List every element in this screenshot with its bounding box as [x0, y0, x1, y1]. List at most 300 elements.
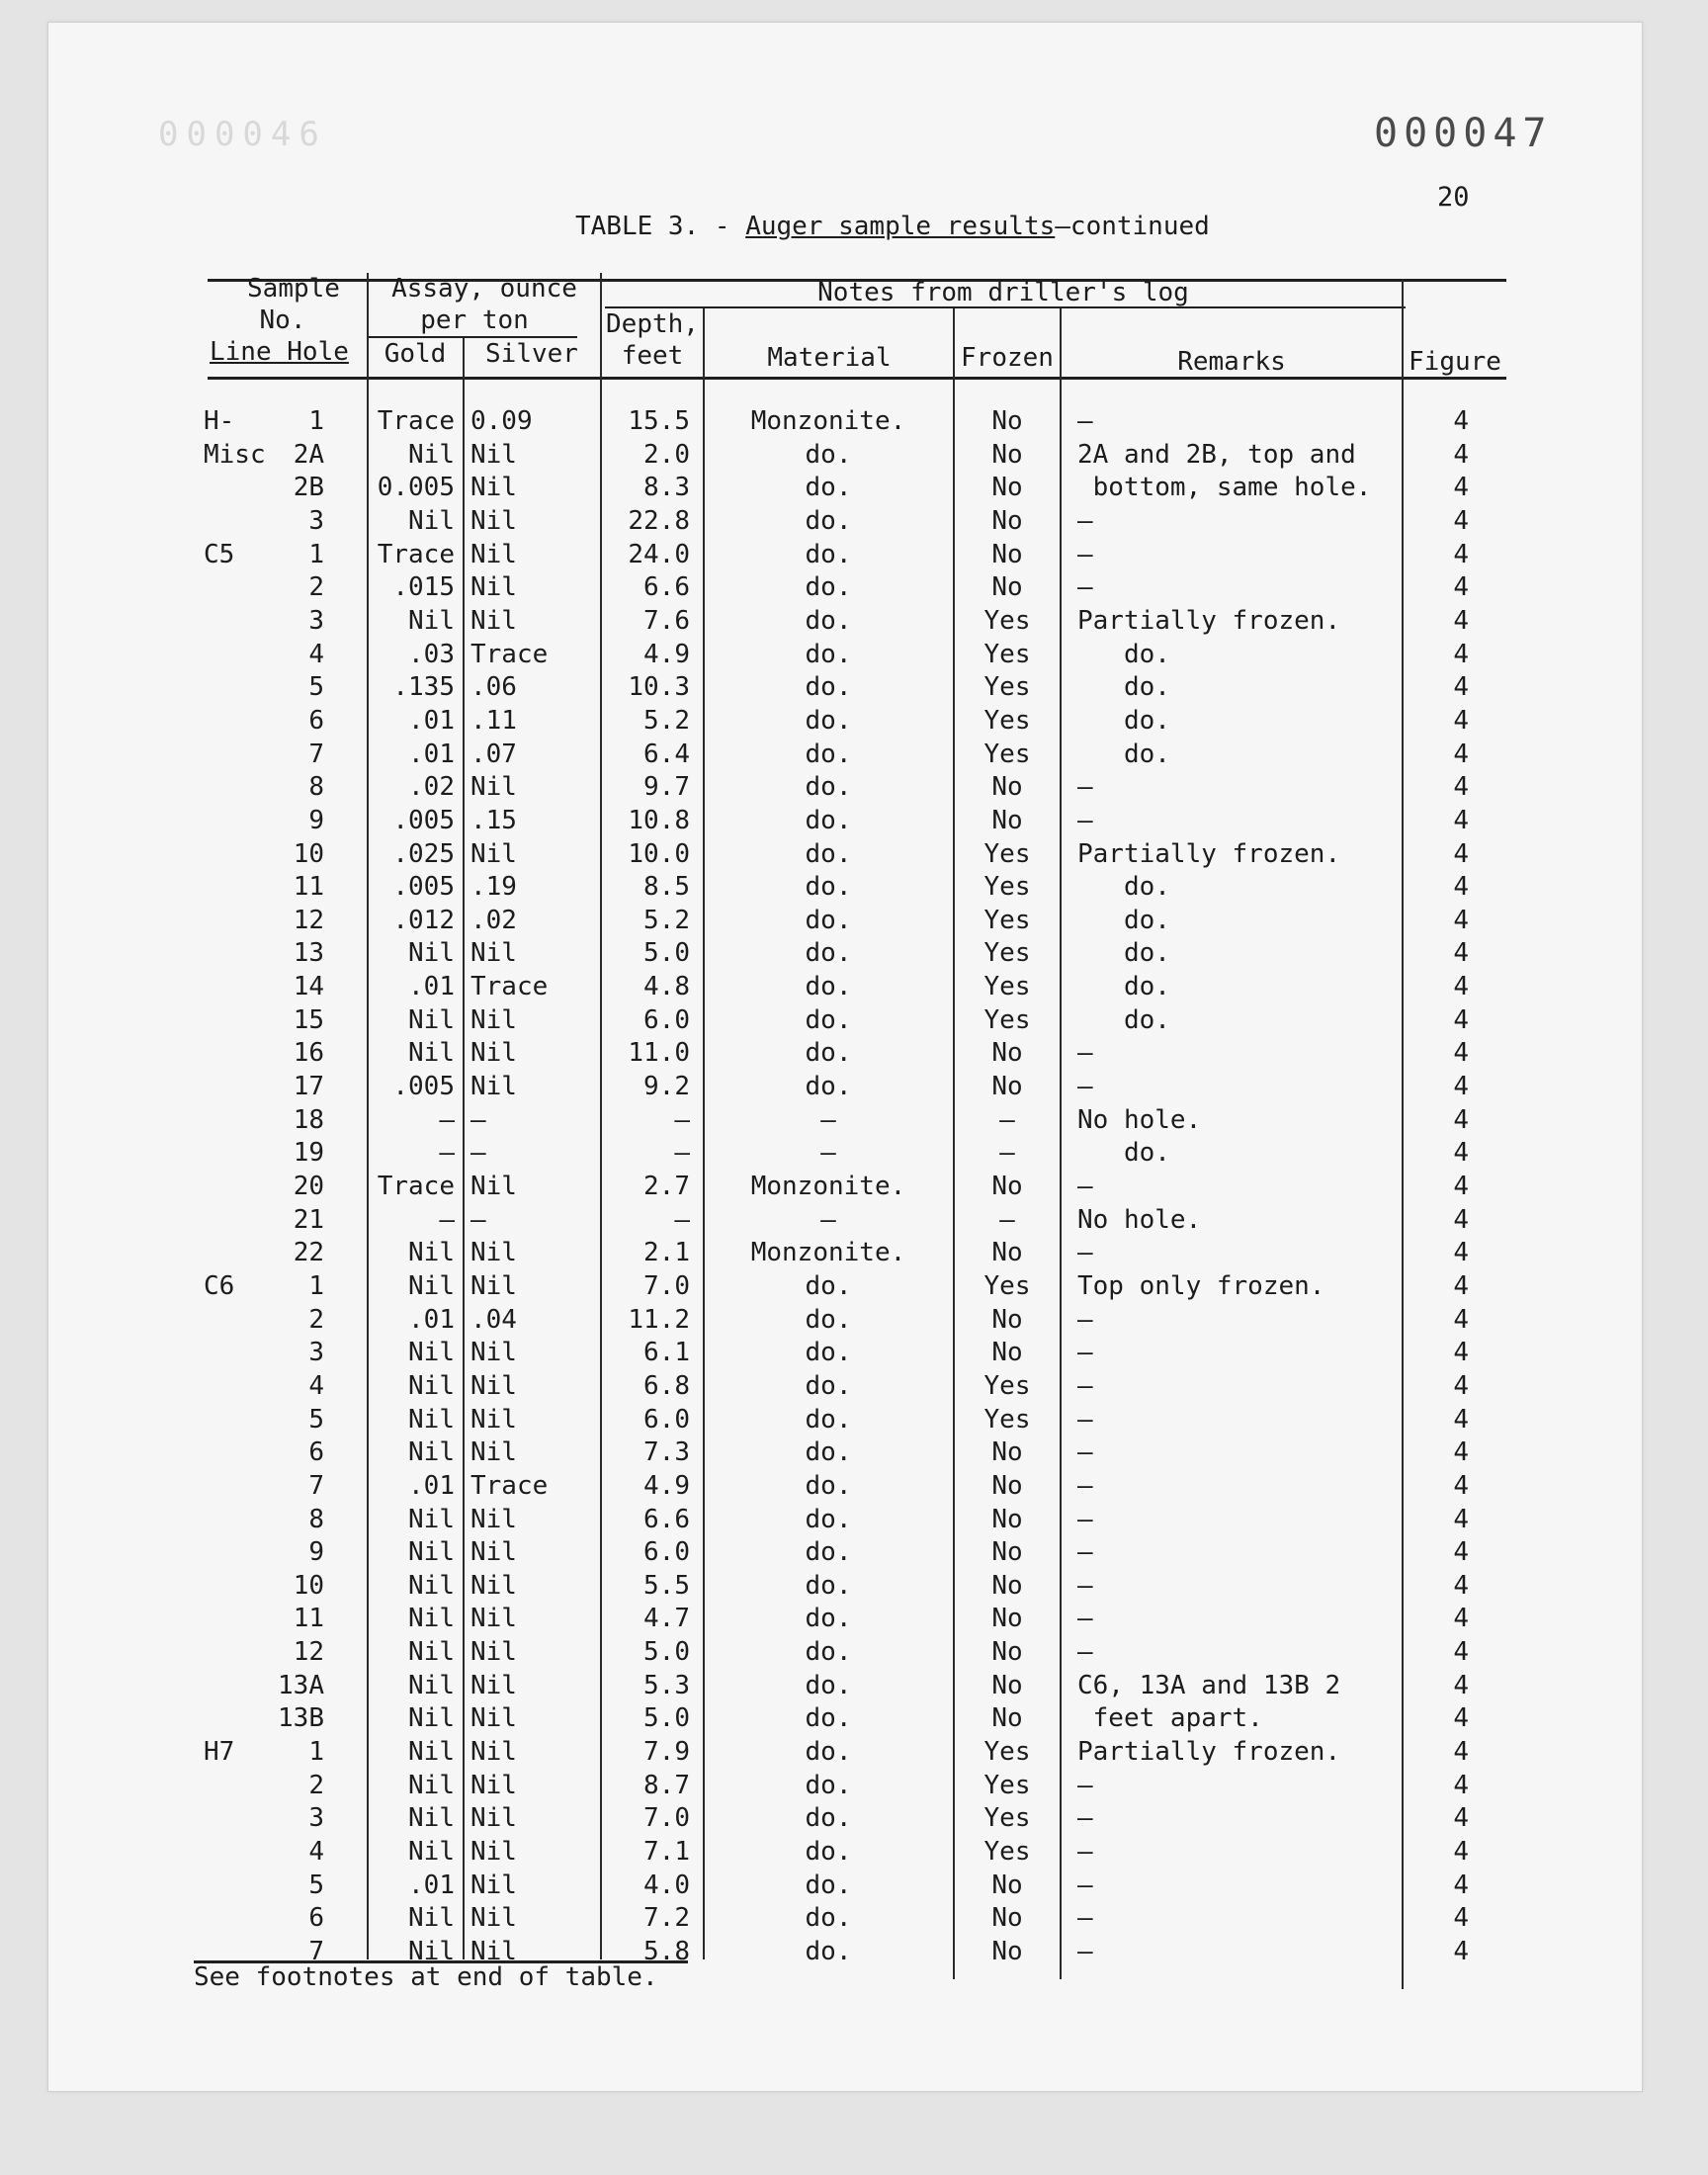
cell-gold: .012: [392, 905, 455, 935]
cell-frozen: No: [991, 1604, 1023, 1634]
cell-hole: 4: [308, 1837, 324, 1867]
cell-remarks: –: [1077, 1370, 1093, 1401]
cell-material: do.: [805, 1570, 852, 1601]
footnote: See footnotes at end of table.: [194, 1962, 658, 1992]
cell-silver: Nil: [470, 539, 517, 569]
cell-gold: Nil: [408, 1370, 455, 1401]
cell-hole: 16: [293, 1038, 324, 1069]
cell-material: do.: [805, 639, 852, 669]
cell-material: do.: [805, 1803, 852, 1834]
cell-silver: Nil: [470, 1670, 517, 1700]
cell-material: do.: [805, 605, 852, 636]
cell-gold: .005: [392, 872, 455, 903]
header-sample: Sample: [247, 274, 340, 304]
cell-remarks: Partially frozen.: [1077, 605, 1341, 636]
cell-remarks: do.: [1077, 872, 1170, 903]
cell-silver: –: [470, 1138, 486, 1169]
cell-gold: –: [439, 1204, 455, 1235]
cell-material: do.: [805, 1870, 852, 1900]
cell-hole: 3: [308, 1338, 324, 1368]
divider-after-assay: [600, 273, 602, 1959]
cell-figure: 4: [1453, 1072, 1469, 1101]
cell-frozen: Yes: [983, 972, 1031, 1001]
cell-figure: 4: [1453, 439, 1469, 470]
cell-frozen: Yes: [983, 905, 1031, 935]
cell-remarks: Top only frozen.: [1077, 1270, 1325, 1301]
cell-depth: 4.9: [643, 1470, 690, 1501]
cell-material: do.: [805, 1537, 852, 1568]
cell-remarks: do.: [1077, 1138, 1170, 1169]
cell-figure: 4: [1453, 406, 1469, 436]
cell-remarks: Partially frozen.: [1077, 838, 1341, 869]
cell-frozen: No: [991, 1338, 1023, 1368]
cell-gold: .135: [392, 672, 455, 703]
cell-figure: 4: [1453, 1470, 1469, 1501]
cell-gold: Nil: [408, 439, 455, 470]
cell-depth: 9.2: [643, 1072, 690, 1101]
cell-hole: 10: [293, 1570, 324, 1601]
cell-depth: 4.8: [643, 972, 690, 1001]
cell-gold: .005: [392, 1072, 455, 1101]
cell-silver: .04: [470, 1304, 517, 1335]
cell-remarks: No hole.: [1077, 1204, 1202, 1235]
header-per-ton: per ton: [420, 305, 529, 335]
cell-frozen: Yes: [983, 605, 1031, 636]
cell-depth: 10.3: [628, 672, 690, 703]
cell-remarks: No hole.: [1077, 1104, 1202, 1135]
cell-line: H7: [204, 1737, 235, 1767]
cell-depth: 6.0: [643, 1004, 690, 1035]
cell-gold: Nil: [408, 605, 455, 636]
header-gold: Gold: [384, 339, 447, 369]
cell-material: do.: [805, 1737, 852, 1767]
title-underlined: Auger sample results: [745, 212, 1056, 241]
cell-remarks: –: [1077, 1470, 1093, 1501]
cell-depth: –: [674, 1138, 690, 1169]
cell-gold: .02: [408, 772, 455, 803]
cell-frozen: No: [991, 505, 1023, 536]
cell-figure: 4: [1453, 1204, 1469, 1235]
cell-hole: 4: [308, 1370, 324, 1401]
cell-material: do.: [805, 439, 852, 470]
cell-frozen: –: [999, 1204, 1015, 1235]
cell-depth: 5.0: [643, 938, 690, 969]
faint-bleed-through-number: 000046: [158, 115, 327, 154]
cell-frozen: Yes: [983, 938, 1031, 969]
cell-silver: Trace: [470, 1470, 549, 1501]
cell-silver: Nil: [470, 1637, 517, 1667]
cell-figure: 4: [1453, 1437, 1469, 1468]
cell-remarks: –: [1077, 1437, 1093, 1468]
cell-figure: 4: [1453, 473, 1469, 503]
cell-hole: 19: [293, 1138, 324, 1169]
cell-figure: 4: [1453, 1936, 1469, 1966]
cell-silver: Nil: [470, 1171, 517, 1201]
cell-silver: Trace: [470, 639, 549, 669]
cell-silver: Nil: [470, 505, 517, 536]
cell-frozen: No: [991, 1903, 1023, 1934]
cell-silver: Nil: [470, 1537, 517, 1568]
cell-silver: .02: [470, 905, 517, 935]
divider-after-depth: [703, 308, 705, 1959]
cell-depth: 5.2: [643, 705, 690, 736]
header-no: No.: [259, 305, 306, 335]
cell-depth: 2.0: [643, 439, 690, 470]
cell-remarks: –: [1077, 805, 1093, 835]
cell-hole: 8: [308, 772, 324, 803]
cell-gold: .01: [408, 972, 455, 1001]
cell-depth: –: [674, 1204, 690, 1235]
cell-figure: 4: [1453, 739, 1469, 769]
cell-frozen: No: [991, 406, 1023, 436]
cell-silver: Nil: [470, 1936, 517, 1966]
cell-depth: 11.0: [628, 1038, 690, 1069]
cell-frozen: Yes: [983, 1404, 1031, 1435]
cell-figure: 4: [1453, 872, 1469, 903]
cell-silver: .19: [470, 872, 517, 903]
cell-figure: 4: [1453, 1404, 1469, 1435]
cell-figure: 4: [1453, 1570, 1469, 1601]
cell-depth: 7.6: [643, 605, 690, 636]
cell-material: do.: [805, 905, 852, 935]
cell-hole: 5: [308, 1870, 324, 1900]
cell-depth: 4.7: [643, 1604, 690, 1634]
cell-gold: Nil: [408, 1238, 455, 1268]
cell-frozen: No: [991, 1936, 1023, 1966]
cell-depth: 6.0: [643, 1537, 690, 1568]
cell-depth: 5.8: [643, 1936, 690, 1966]
cell-frozen: Yes: [983, 1004, 1031, 1035]
cell-frozen: No: [991, 572, 1023, 603]
cell-depth: 11.2: [628, 1304, 690, 1335]
cell-remarks: –: [1077, 1870, 1093, 1900]
page-number: 20: [1437, 182, 1470, 213]
cell-hole: 5: [308, 672, 324, 703]
cell-silver: Nil: [470, 1737, 517, 1767]
cell-silver: Nil: [470, 1837, 517, 1867]
cell-remarks: –: [1077, 539, 1093, 569]
cell-silver: Nil: [470, 1770, 517, 1800]
cell-hole: 8: [308, 1504, 324, 1534]
cell-gold: Nil: [408, 1936, 455, 1966]
cell-figure: 4: [1453, 1803, 1469, 1834]
header-remarks: Remarks: [1177, 347, 1286, 377]
cell-remarks: –: [1077, 1304, 1093, 1335]
cell-gold: Nil: [408, 1737, 455, 1767]
cell-material: Monzonite.: [750, 406, 906, 436]
cell-remarks: C6, 13A and 13B 2: [1077, 1670, 1341, 1700]
cell-hole: 11: [293, 872, 324, 903]
cell-material: do.: [805, 1504, 852, 1534]
cell-figure: 4: [1453, 1338, 1469, 1368]
cell-gold: –: [439, 1138, 455, 1169]
cell-silver: Nil: [470, 439, 517, 470]
cell-remarks: bottom, same hole.: [1077, 473, 1372, 503]
cell-silver: Trace: [470, 972, 549, 1001]
cell-silver: Nil: [470, 1270, 517, 1301]
cell-remarks: –: [1077, 572, 1093, 603]
cell-gold: .01: [408, 1870, 455, 1900]
cell-figure: 4: [1453, 938, 1469, 969]
cell-silver: Nil: [470, 1238, 517, 1268]
cell-figure: 4: [1453, 1038, 1469, 1069]
cell-frozen: No: [991, 805, 1023, 835]
header-line-hole: Line Hole: [210, 337, 349, 367]
cell-figure: 4: [1453, 838, 1469, 869]
cell-hole: 6: [308, 1903, 324, 1934]
cell-material: do.: [805, 572, 852, 603]
cell-silver: .06: [470, 672, 517, 703]
cell-remarks: –: [1077, 1404, 1093, 1435]
cell-depth: 22.8: [628, 505, 690, 536]
cell-material: do.: [805, 1936, 852, 1966]
cell-material: do.: [805, 1470, 852, 1501]
cell-frozen: No: [991, 1870, 1023, 1900]
title-prefix: TABLE 3. -: [575, 212, 746, 241]
cell-material: do.: [805, 1038, 852, 1069]
cell-depth: 7.0: [643, 1270, 690, 1301]
cell-hole: 13: [293, 938, 324, 969]
cell-silver: Nil: [470, 1370, 517, 1401]
cell-hole: 14: [293, 972, 324, 1001]
cell-frozen: Yes: [983, 1837, 1031, 1867]
cell-hole: 13B: [278, 1703, 324, 1734]
cell-line: Misc: [204, 439, 266, 470]
cell-figure: 4: [1453, 1238, 1469, 1268]
cell-depth: 7.2: [643, 1903, 690, 1934]
header-frozen: Frozen: [961, 343, 1054, 373]
cell-material: do.: [805, 1404, 852, 1435]
cell-figure: 4: [1453, 1537, 1469, 1568]
cell-hole: 6: [308, 705, 324, 736]
cell-material: do.: [805, 805, 852, 835]
cell-silver: Nil: [470, 1870, 517, 1900]
divider-after-sample: [367, 273, 369, 1959]
cell-figure: 4: [1453, 1138, 1469, 1169]
cell-material: do.: [805, 1004, 852, 1035]
cell-silver: Nil: [470, 1072, 517, 1101]
cell-remarks: –: [1077, 1570, 1093, 1601]
cell-depth: 2.1: [643, 1238, 690, 1268]
cell-material: do.: [805, 1270, 852, 1301]
cell-remarks: –: [1077, 1537, 1093, 1568]
cell-line: C6: [204, 1270, 235, 1301]
cell-remarks: feet apart.: [1077, 1703, 1263, 1734]
cell-frozen: No: [991, 1570, 1023, 1601]
cell-gold: Nil: [408, 1803, 455, 1834]
cell-remarks: –: [1077, 1936, 1093, 1966]
cell-gold: .005: [392, 805, 455, 835]
cell-figure: 4: [1453, 539, 1469, 569]
cell-frozen: Yes: [983, 1803, 1031, 1834]
cell-frozen: No: [991, 1637, 1023, 1667]
cell-figure: 4: [1453, 1903, 1469, 1934]
cell-hole: 5: [308, 1404, 324, 1435]
cell-material: do.: [805, 972, 852, 1001]
cell-silver: –: [470, 1104, 486, 1135]
cell-remarks: do.: [1077, 938, 1170, 969]
cell-frozen: Yes: [983, 639, 1031, 669]
cell-depth: 7.0: [643, 1803, 690, 1834]
cell-figure: 4: [1453, 1104, 1469, 1135]
cell-gold: .025: [392, 838, 455, 869]
cell-remarks: –: [1077, 1604, 1093, 1634]
cell-hole: 7: [308, 739, 324, 769]
cell-silver: Nil: [470, 838, 517, 869]
cell-remarks: 2A and 2B, top and: [1077, 439, 1356, 470]
cell-depth: 8.7: [643, 1770, 690, 1800]
cell-gold: Nil: [408, 1504, 455, 1534]
cell-material: do.: [805, 1370, 852, 1401]
cell-depth: 4.9: [643, 639, 690, 669]
header-feet: feet: [621, 341, 684, 371]
cell-gold: Nil: [408, 1038, 455, 1069]
cell-gold: Nil: [408, 1903, 455, 1934]
cell-silver: 0.09: [470, 406, 533, 436]
cell-gold: Nil: [408, 938, 455, 969]
cell-material: Monzonite.: [750, 1238, 906, 1268]
cell-material: do.: [805, 772, 852, 803]
cell-remarks: –: [1077, 1637, 1093, 1667]
cell-material: do.: [805, 1837, 852, 1867]
cell-depth: 6.6: [643, 1504, 690, 1534]
cell-gold: Nil: [408, 1004, 455, 1035]
cell-depth: 5.3: [643, 1670, 690, 1700]
cell-silver: Nil: [470, 1703, 517, 1734]
cell-silver: .15: [470, 805, 517, 835]
cell-remarks: do.: [1077, 739, 1170, 769]
cell-hole: 2B: [293, 473, 324, 503]
cell-remarks: Partially frozen.: [1077, 1737, 1341, 1767]
cell-hole: 2A: [293, 439, 324, 470]
cell-frozen: No: [991, 1470, 1023, 1501]
cell-depth: 10.0: [628, 838, 690, 869]
cell-figure: 4: [1453, 672, 1469, 703]
cell-figure: 4: [1453, 1004, 1469, 1035]
cell-hole: 2: [308, 1304, 324, 1335]
cell-figure: 4: [1453, 605, 1469, 636]
cell-hole: 9: [308, 805, 324, 835]
cell-material: do.: [805, 938, 852, 969]
cell-hole: 12: [293, 1637, 324, 1667]
cell-depth: 15.5: [628, 406, 690, 436]
cell-hole: 10: [293, 838, 324, 869]
cell-line: H-: [204, 406, 235, 436]
cell-frozen: No: [991, 1072, 1023, 1101]
cell-depth: 6.8: [643, 1370, 690, 1401]
cell-hole: 1: [308, 1270, 324, 1301]
header-figure: Figure: [1409, 347, 1501, 377]
cell-hole: 3: [308, 605, 324, 636]
cell-gold: Nil: [408, 1338, 455, 1368]
cell-silver: Nil: [470, 1404, 517, 1435]
cell-remarks: –: [1077, 1038, 1093, 1069]
cell-frozen: No: [991, 473, 1023, 503]
cell-material: do.: [805, 838, 852, 869]
cell-frozen: No: [991, 539, 1023, 569]
cell-material: –: [820, 1204, 836, 1235]
cell-remarks: –: [1077, 1238, 1093, 1268]
cell-figure: 4: [1453, 772, 1469, 803]
document-number: 000047: [1374, 111, 1553, 156]
header-notes: Notes from driller's log: [817, 278, 1189, 307]
cell-silver: Nil: [470, 772, 517, 803]
cell-figure: 4: [1453, 1171, 1469, 1201]
cell-material: do.: [805, 1670, 852, 1700]
cell-figure: 4: [1453, 505, 1469, 536]
cell-material: do.: [805, 739, 852, 769]
cell-silver: Nil: [470, 1004, 517, 1035]
cell-frozen: No: [991, 772, 1023, 803]
cell-depth: 6.1: [643, 1338, 690, 1368]
cell-depth: 5.2: [643, 905, 690, 935]
divider-gold-silver: [463, 338, 465, 1959]
cell-gold: Nil: [408, 1670, 455, 1700]
cell-remarks: –: [1077, 505, 1093, 536]
cell-remarks: –: [1077, 1338, 1093, 1368]
cell-figure: 4: [1453, 705, 1469, 736]
cell-silver: .07: [470, 739, 517, 769]
cell-remarks: do.: [1077, 1004, 1170, 1035]
cell-figure: 4: [1453, 1670, 1469, 1700]
cell-silver: Nil: [470, 605, 517, 636]
cell-gold: Nil: [408, 1537, 455, 1568]
cell-material: do.: [805, 1072, 852, 1101]
cell-remarks: –: [1077, 1770, 1093, 1800]
cell-silver: Nil: [470, 1570, 517, 1601]
cell-remarks: –: [1077, 1803, 1093, 1834]
cell-material: do.: [805, 505, 852, 536]
cell-frozen: Yes: [983, 739, 1031, 769]
cell-frozen: Yes: [983, 838, 1031, 869]
cell-line: C5: [204, 539, 235, 569]
cell-gold: Nil: [408, 1570, 455, 1601]
table-title: [575, 212, 1210, 241]
cell-frozen: No: [991, 1670, 1023, 1700]
cell-frozen: Yes: [983, 1737, 1031, 1767]
cell-hole: 17: [293, 1072, 324, 1101]
cell-silver: Nil: [470, 1437, 517, 1468]
cell-depth: 6.0: [643, 1404, 690, 1435]
cell-hole: 22: [293, 1238, 324, 1268]
cell-frozen: No: [991, 439, 1023, 470]
cell-hole: 20: [293, 1171, 324, 1201]
cell-material: do.: [805, 1437, 852, 1468]
cell-figure: 4: [1453, 1737, 1469, 1767]
cell-material: do.: [805, 1304, 852, 1335]
cell-hole: 11: [293, 1604, 324, 1634]
cell-frozen: No: [991, 1504, 1023, 1534]
cell-remarks: –: [1077, 406, 1093, 436]
cell-frozen: Yes: [983, 672, 1031, 703]
cell-gold: .01: [408, 705, 455, 736]
cell-gold: .01: [408, 1470, 455, 1501]
cell-figure: 4: [1453, 1703, 1469, 1734]
cell-frozen: –: [999, 1104, 1015, 1135]
cell-material: do.: [805, 872, 852, 903]
cell-remarks: do.: [1077, 672, 1170, 703]
cell-depth: 7.9: [643, 1737, 690, 1767]
cell-material: do.: [805, 672, 852, 703]
cell-figure: 4: [1453, 1370, 1469, 1401]
cell-hole: 1: [308, 406, 324, 436]
cell-gold: Nil: [408, 1770, 455, 1800]
cell-remarks: do.: [1077, 639, 1170, 669]
cell-material: do.: [805, 473, 852, 503]
cell-depth: –: [674, 1104, 690, 1135]
cell-depth: 2.7: [643, 1171, 690, 1201]
cell-figure: 4: [1453, 1604, 1469, 1634]
